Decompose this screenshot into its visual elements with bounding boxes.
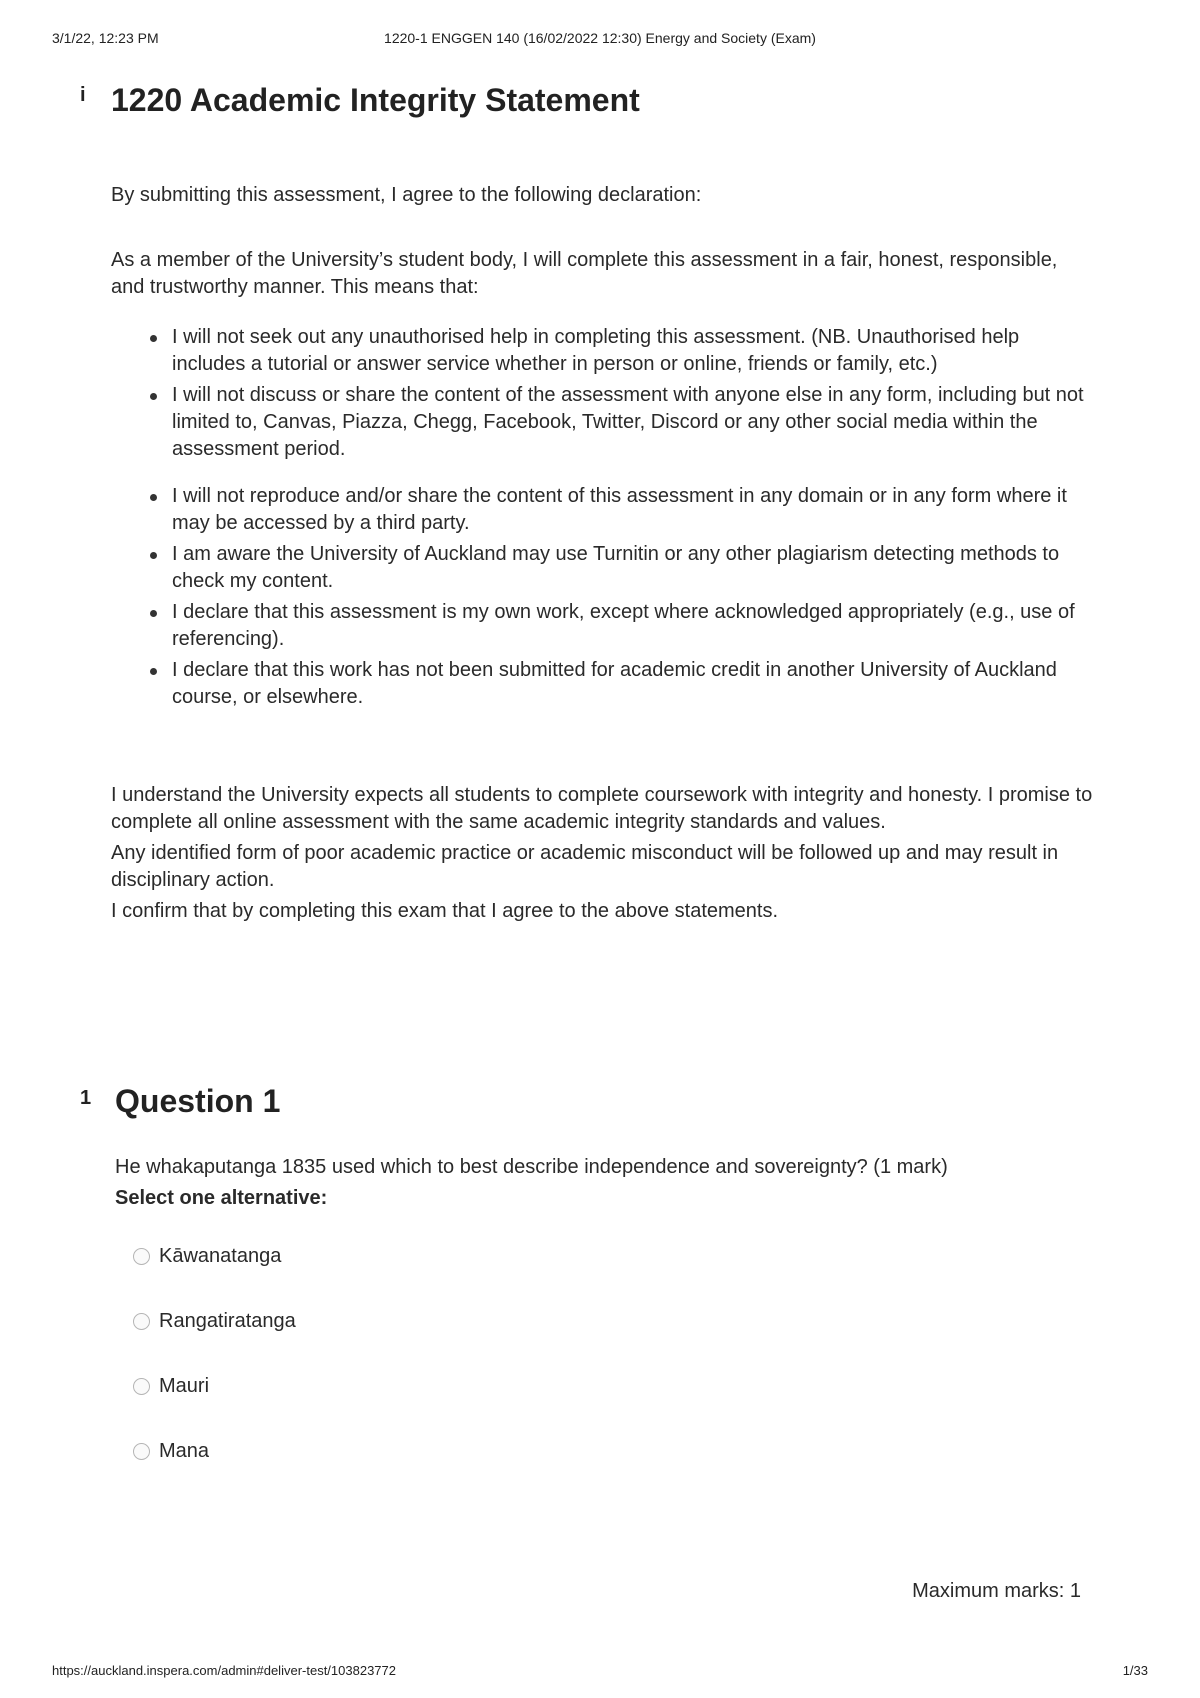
option-label: Kāwanatanga (159, 1244, 282, 1267)
info-marker: i (80, 84, 86, 106)
select-instruction (115, 1185, 327, 1212)
print-datetime: 3/1/22, 12:23 PM (52, 30, 159, 46)
question-prompt-text: He whakaputanga 1835 used which to best describe independence and sovereignty? (1 mark) (115, 1156, 948, 1178)
declaration-item: I will not discuss or share the content of the assessment with anyone else in any form, including but not limited to, Canvas, Piazza, Chegg, Facebook, Twitter, Discord or any other social media within the assessment period. (111, 382, 1096, 463)
option-label: Mana (159, 1439, 210, 1462)
question-title: Question 1 (115, 1083, 281, 1119)
declaration-item: I will not reproduce and/or share the content of this assessment in any domain or in any form where it may be accessed by a third party. (111, 483, 1096, 537)
option-mauri[interactable] (133, 1371, 209, 1401)
radio-button[interactable] (133, 1313, 150, 1330)
integrity-understand-text: I understand the University expects all students to complete coursework with integrity and honesty. I promise to complete all online assessment with the same academic integrity standards and values. (111, 784, 1093, 833)
print-header (52, 30, 1148, 50)
option-label: Mauri (159, 1374, 210, 1397)
integrity-misconduct-text: Any identified form of poor academic practice or academic misconduct will be followed up and may result in disciplinary action. (111, 842, 1059, 891)
radio-button[interactable] (133, 1248, 150, 1265)
declaration-list (111, 324, 1096, 711)
print-footer (52, 1663, 1148, 1683)
declaration-item: I am aware the University of Auckland may use Turnitin or any other plagiarism detecting methods to check my content. (111, 541, 1096, 595)
integrity-intro (111, 182, 1101, 209)
option-kawanatanga[interactable] (133, 1241, 281, 1271)
declaration-item: I declare that this work has not been submitted for academic credit in another University of Auckland course, or elsewhere. (111, 657, 1096, 711)
print-doc-title: 1220-1 ENGGEN 140 (16/02/2022 12:30) Energy and Society (Exam) (384, 30, 816, 46)
integrity-confirm-text: I confirm that by completing this exam that I agree to the above statements. (111, 900, 779, 922)
print-url: https://auckland.inspera.com/admin#deliver-test/103823772 (52, 1663, 396, 1678)
radio-button[interactable] (133, 1443, 150, 1460)
select-instruction-text: Select one alternative: (115, 1187, 328, 1209)
declaration-item: I will not seek out any unauthorised help in completing this assessment. (NB. Unauthorised help includes a tutorial or answer service whether in person or online, friends or family, etc.) (111, 324, 1096, 378)
print-page-number: 1/33 (1122, 1663, 1148, 1678)
integrity-title: 1220 Academic Integrity Statement (111, 82, 640, 118)
radio-button[interactable] (133, 1378, 150, 1395)
integrity-member-text: As a member of the University’s student body, I will complete this assessment in a fair, honest, responsible, and trustworthy manner. This means that: (111, 249, 1058, 298)
option-rangatiratanga[interactable] (133, 1306, 296, 1336)
integrity-intro-text: By submitting this assessment, I agree to the following declaration: (111, 184, 702, 206)
maximum-marks: Maximum marks: 1 (912, 1580, 1081, 1602)
option-mana[interactable] (133, 1436, 209, 1466)
option-label: Rangatiratanga (159, 1309, 296, 1332)
integrity-closing (111, 782, 1101, 925)
question-prompt (115, 1154, 1105, 1181)
declaration-item: I declare that this assessment is my own work, except where acknowledged appropriately (e.g., use of referencing). (111, 599, 1096, 653)
integrity-member (111, 247, 1091, 301)
question-number-marker: 1 (80, 1087, 92, 1109)
